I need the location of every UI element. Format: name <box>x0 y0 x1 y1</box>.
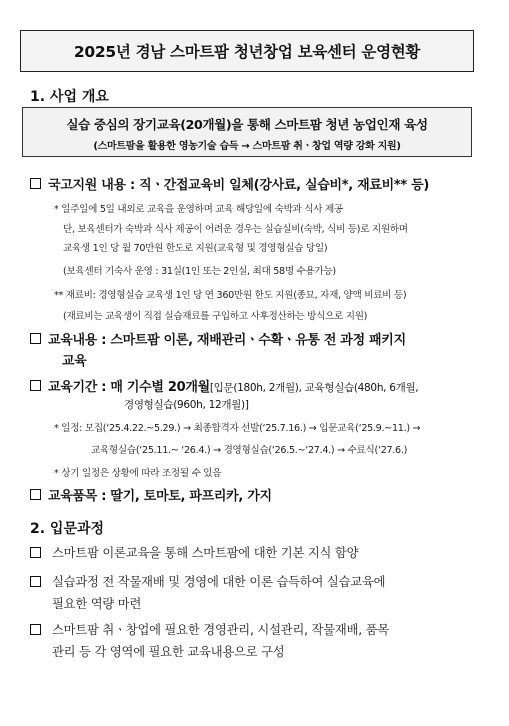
checkbox-square-icon <box>30 624 41 635</box>
support-note-6: (재료비는 교육생이 직접 실습재료를 구입하고 사후정산하는 방식으로 지원) <box>63 311 368 322</box>
content-line-1: 교육내용 : 스마트팜 이론, 재배관리ㆍ수확ㆍ유통 전 과정 패키지 <box>48 333 406 348</box>
support-note-4: (보육센터 기숙사 운영 : 31실(1인 또는 2인실, 최대 58명 수용가능) <box>63 266 336 277</box>
period-detail-1: [입문(180h, 2개월), 교육형실습(480h, 6개월, <box>209 382 419 394</box>
period-bold: 교육기간 : 매 기수별 20개월 <box>48 380 210 395</box>
schedule-line-2: 교육형실습(‘25.11.~ ‘26.4.) → 경영형실습(‘26.5.~‘27.4.) → 수료식(‘27.6.) <box>91 445 408 456</box>
checkbox-square-icon <box>30 489 41 500</box>
content-line-2: 교육 <box>62 354 87 369</box>
intro-bullet-1: 스마트팜 이론교육을 통해 스마트팜에 대한 기본 지식 함양 <box>52 546 359 560</box>
checkbox-square-icon <box>30 380 41 391</box>
period-heading <box>48 376 418 395</box>
checkbox-square-icon <box>30 547 41 558</box>
intro-bullet-3-line-1: 스마트팜 취ㆍ창업에 필요한 경영관리, 시설관리, 작물재배, 품목 <box>52 623 390 637</box>
page-title <box>20 30 474 72</box>
page-title-text: 2025년 경남 스마트팜 청년창업 보육센터 운영현황 <box>73 43 421 61</box>
checkbox-square-icon <box>30 178 41 189</box>
intro-bullet-2-line-1: 실습과정 전 작물재배 및 경영에 대한 이론 습득하여 실습교육에 <box>52 575 386 589</box>
summary-sub: (스마트팜을 활용한 영농기술 습득 → 스마트팜 취ㆍ창업 역량 강화 지원) <box>93 141 401 152</box>
schedule-note: * 상기 일정은 상황에 따라 조정될 수 있음 <box>54 468 222 479</box>
section1-heading: 1. 사업 개요 <box>30 89 109 105</box>
support-note-5: ** 재료비: 경영형실습 교육생 1인 당 연 360만원 한도 지원(종묘, 자재, 양액 비료비 등) <box>54 290 407 301</box>
summary-main: 실습 중심의 장기교육(20개월)을 통해 스마트팜 청년 농업인재 육성 <box>66 117 428 132</box>
schedule-line-1: * 일정: 모집(‘25.4.22.~5.29.) → 최종합격자 선발(‘25.7.16.) → 입문교육(‘25.9.~11.) → <box>54 423 421 434</box>
items-line: 교육품목 : 딸기, 토마토, 파프리카, 가지 <box>48 489 272 504</box>
checkbox-square-icon <box>30 576 41 587</box>
section2-heading: 2. 입문과정 <box>30 521 105 537</box>
period-detail-2: 경영형실습(960h, 12개월)] <box>124 399 249 411</box>
support-heading: 국고지원 내용 : 직ㆍ간접교육비 일체(강사료, 실습비*, 재료비** 등) <box>48 178 429 193</box>
checkbox-square-icon <box>30 333 41 344</box>
intro-bullet-2-line-2: 필요한 역량 마련 <box>52 597 142 611</box>
intro-bullet-3-line-2: 관리 등 각 영역에 필요한 교육내용으로 구성 <box>52 645 285 659</box>
support-note-2: 단, 보육센터가 숙박과 식사 제공이 어려운 경우는 실습실비(숙박, 식비 등)로 지원하며 <box>63 224 408 235</box>
support-note-3: 교육생 1인 당 월 70만원 한도로 지원(교육형 및 경영형실습 당일) <box>63 243 328 254</box>
support-note-1: * 일주일에 5일 내외로 교육을 운영하며 교육 해당일에 숙박과 식사 제공 <box>54 204 343 215</box>
summary-box <box>22 107 472 157</box>
